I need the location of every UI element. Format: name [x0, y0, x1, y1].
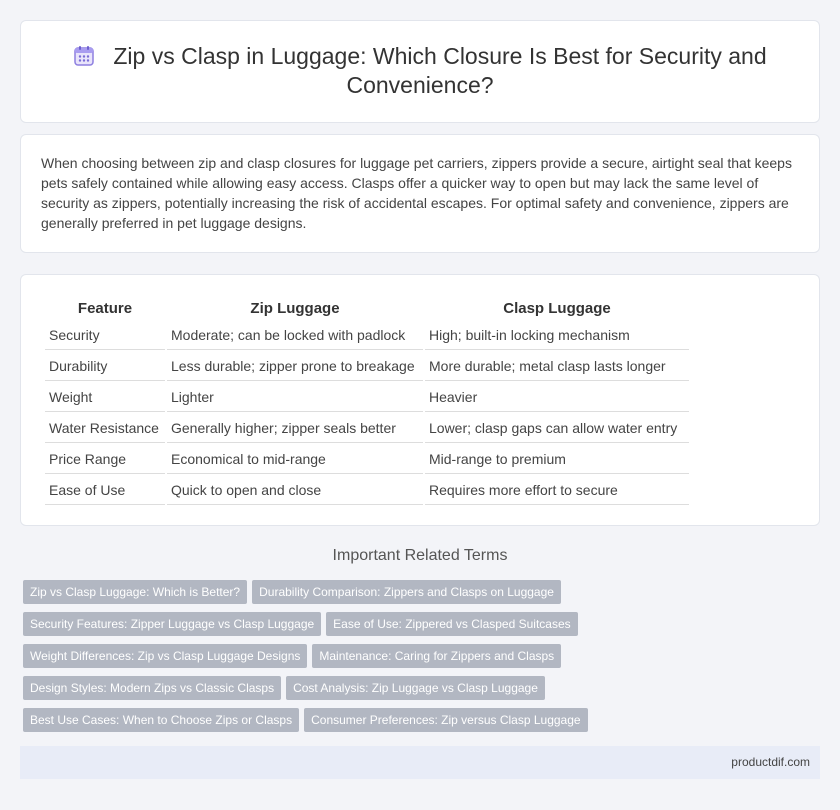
row-feature: Durability	[45, 352, 165, 381]
related-term-tag[interactable]: Design Styles: Modern Zips vs Classic Clasps	[23, 676, 281, 700]
header-clasp: Clasp Luggage	[503, 299, 611, 317]
table-row	[45, 414, 689, 443]
title-wrap	[21, 42, 819, 100]
tag-row	[23, 644, 813, 676]
related-term-tag[interactable]: Maintenance: Caring for Zippers and Clasps	[312, 644, 561, 668]
row-feature: Ease of Use	[45, 476, 165, 505]
related-term-tag[interactable]: Best Use Cases: When to Choose Zips or Clasps	[23, 708, 299, 732]
intro-paragraph: When choosing between zip and clasp closures for luggage pet carriers, zippers provide a secure, airtight seal that keeps pets safely contained while allowing easy access. Clasps offer a quicker way to open but may lack the same level of security as zippers, potentially increasing the risk of accidental escapes. For optimal safety and convenience, zippers are generally preferred in pet luggage designs.	[41, 155, 792, 231]
related-term-tag[interactable]: Consumer Preferences: Zip versus Clasp Luggage	[304, 708, 587, 732]
tag-row	[23, 580, 813, 612]
table-header-row	[45, 297, 689, 319]
related-term-tag[interactable]: Weight Differences: Zip vs Clasp Luggage Designs	[23, 644, 307, 668]
comparison-card	[20, 274, 820, 526]
row-zip: Lighter	[167, 383, 423, 412]
tag-row	[23, 708, 813, 740]
row-feature: Security	[45, 321, 165, 350]
row-feature: Weight	[45, 383, 165, 412]
intro-card	[20, 134, 820, 253]
table-row	[45, 476, 689, 505]
row-clasp: Heavier	[425, 383, 689, 412]
row-feature: Price Range	[45, 445, 165, 474]
related-term-tag[interactable]: Ease of Use: Zippered vs Clasped Suitcases	[326, 612, 577, 636]
table-row	[45, 321, 689, 350]
row-clasp: Requires more effort to secure	[425, 476, 689, 505]
row-feature: Water Resistance	[45, 414, 165, 443]
table-row	[45, 445, 689, 474]
row-zip: Moderate; can be locked with padlock	[167, 321, 423, 350]
header-feature: Feature	[77, 299, 133, 317]
row-zip: Economical to mid-range	[167, 445, 423, 474]
calendar-icon	[73, 45, 95, 67]
related-term-tag[interactable]: Zip vs Clasp Luggage: Which is Better?	[23, 580, 247, 604]
related-terms-title: Important Related Terms	[332, 547, 508, 564]
row-zip: Less durable; zipper prone to breakage	[167, 352, 423, 381]
table-row	[45, 352, 689, 381]
page-title-text: Zip vs Clasp in Luggage: Which Closure Is Best for Security and Convenience?	[113, 43, 767, 98]
tag-row	[23, 676, 813, 708]
row-clasp: High; built-in locking mechanism	[425, 321, 689, 350]
row-zip: Quick to open and close	[167, 476, 423, 505]
row-zip: Generally higher; zipper seals better	[167, 414, 423, 443]
header-zip: Zip Luggage	[250, 299, 340, 317]
related-term-tag[interactable]: Security Features: Zipper Luggage vs Clasp Luggage	[23, 612, 321, 636]
table-row	[45, 383, 689, 412]
comparison-table	[43, 295, 691, 507]
related-term-tag[interactable]: Cost Analysis: Zip Luggage vs Clasp Luggage	[286, 676, 545, 700]
row-clasp: Lower; clasp gaps can allow water entry	[425, 414, 689, 443]
related-terms-list	[23, 580, 813, 740]
footer-site[interactable]: productdif.com	[731, 755, 810, 769]
row-clasp: More durable; metal clasp lasts longer	[425, 352, 689, 381]
row-clasp: Mid-range to premium	[425, 445, 689, 474]
related-term-tag[interactable]: Durability Comparison: Zippers and Clasps on Luggage	[252, 580, 561, 604]
footer	[20, 746, 820, 779]
tag-row	[23, 612, 813, 644]
header-card	[20, 20, 820, 123]
page-title	[70, 42, 770, 100]
